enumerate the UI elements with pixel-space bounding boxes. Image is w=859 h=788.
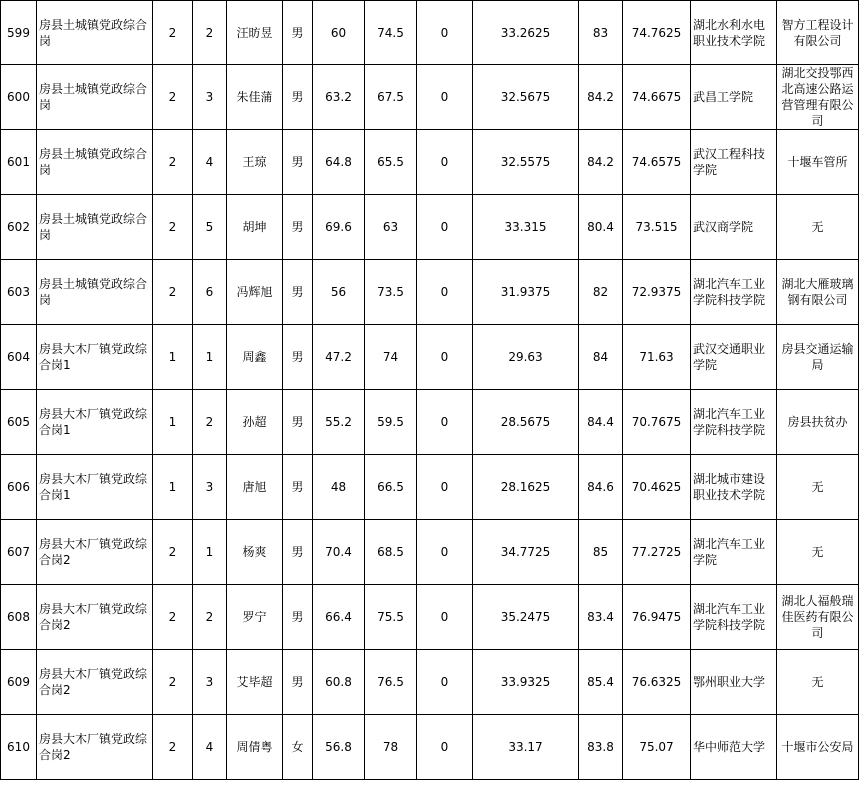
table-row (1, 1, 859, 65)
cell-interview: 84.2 (579, 65, 623, 130)
cell-rank: 4 (193, 130, 227, 195)
cell-score-b: 73.5 (365, 260, 417, 325)
cell-name: 孙超 (227, 390, 283, 455)
cell-interview: 83 (579, 1, 623, 65)
cell-written: 33.315 (473, 195, 579, 260)
cell-score-a: 63.2 (313, 65, 365, 130)
cell-total: 70.7675 (623, 390, 691, 455)
cell-school: 鄂州职业大学 (691, 650, 777, 715)
cell-interview: 83.8 (579, 715, 623, 780)
cell-no: 602 (1, 195, 37, 260)
cell-no: 599 (1, 1, 37, 65)
cell-bonus: 0 (417, 65, 473, 130)
cell-gender: 男 (283, 455, 313, 520)
cell-score-a: 60.8 (313, 650, 365, 715)
cell-quota: 2 (153, 130, 193, 195)
cell-school: 武汉工程科技学院 (691, 130, 777, 195)
cell-employer: 房县交通运输局 (777, 325, 859, 390)
cell-school: 湖北水利水电职业技术学院 (691, 1, 777, 65)
cell-gender: 男 (283, 260, 313, 325)
cell-gender: 男 (283, 65, 313, 130)
table-row (1, 390, 859, 455)
table-row (1, 65, 859, 130)
cell-score-b: 68.5 (365, 520, 417, 585)
cell-score-a: 66.4 (313, 585, 365, 650)
cell-name: 汪昉昱 (227, 1, 283, 65)
cell-post: 房县土城镇党政综合岗 (37, 195, 153, 260)
cell-gender: 男 (283, 130, 313, 195)
cell-written: 29.63 (473, 325, 579, 390)
cell-total: 74.7625 (623, 1, 691, 65)
cell-bonus: 0 (417, 650, 473, 715)
cell-employer: 湖北大雁玻璃钢有限公司 (777, 260, 859, 325)
cell-post: 房县土城镇党政综合岗 (37, 130, 153, 195)
cell-post: 房县土城镇党政综合岗 (37, 1, 153, 65)
cell-post: 房县大木厂镇党政综合岗2 (37, 520, 153, 585)
cell-employer: 无 (777, 455, 859, 520)
table-row (1, 130, 859, 195)
cell-score-a: 47.2 (313, 325, 365, 390)
cell-rank: 5 (193, 195, 227, 260)
cell-score-a: 60 (313, 1, 365, 65)
cell-rank: 3 (193, 650, 227, 715)
cell-interview: 84.6 (579, 455, 623, 520)
table-row (1, 325, 859, 390)
cell-gender: 男 (283, 325, 313, 390)
cell-no: 609 (1, 650, 37, 715)
cell-employer: 湖北人福般瑞佳医药有限公司 (777, 585, 859, 650)
cell-no: 600 (1, 65, 37, 130)
cell-total: 72.9375 (623, 260, 691, 325)
cell-written: 33.17 (473, 715, 579, 780)
cell-written: 33.2625 (473, 1, 579, 65)
cell-score-b: 65.5 (365, 130, 417, 195)
cell-rank: 3 (193, 65, 227, 130)
cell-total: 73.515 (623, 195, 691, 260)
cell-quota: 1 (153, 325, 193, 390)
cell-name: 周倩粤 (227, 715, 283, 780)
cell-gender: 女 (283, 715, 313, 780)
cell-total: 76.6325 (623, 650, 691, 715)
cell-no: 605 (1, 390, 37, 455)
cell-rank: 6 (193, 260, 227, 325)
cell-school: 武汉交通职业学院 (691, 325, 777, 390)
cell-written: 34.7725 (473, 520, 579, 585)
cell-no: 608 (1, 585, 37, 650)
cell-interview: 84 (579, 325, 623, 390)
cell-total: 75.07 (623, 715, 691, 780)
table-row (1, 585, 859, 650)
cell-name: 杨爽 (227, 520, 283, 585)
cell-bonus: 0 (417, 325, 473, 390)
table-row (1, 650, 859, 715)
cell-bonus: 0 (417, 390, 473, 455)
cell-rank: 2 (193, 390, 227, 455)
cell-gender: 男 (283, 390, 313, 455)
cell-total: 74.6675 (623, 65, 691, 130)
cell-bonus: 0 (417, 130, 473, 195)
cell-quota: 2 (153, 260, 193, 325)
cell-score-b: 76.5 (365, 650, 417, 715)
cell-employer: 房县扶贫办 (777, 390, 859, 455)
cell-rank: 3 (193, 455, 227, 520)
cell-bonus: 0 (417, 520, 473, 585)
cell-bonus: 0 (417, 195, 473, 260)
table-row (1, 455, 859, 520)
cell-quota: 2 (153, 520, 193, 585)
cell-school: 湖北汽车工业学院 (691, 520, 777, 585)
cell-employer: 十堰车管所 (777, 130, 859, 195)
cell-score-b: 59.5 (365, 390, 417, 455)
cell-name: 唐旭 (227, 455, 283, 520)
results-table-body (1, 1, 859, 780)
cell-score-b: 78 (365, 715, 417, 780)
cell-rank: 1 (193, 325, 227, 390)
cell-interview: 83.4 (579, 585, 623, 650)
table-row (1, 195, 859, 260)
cell-score-b: 66.5 (365, 455, 417, 520)
table-row (1, 520, 859, 585)
cell-no: 601 (1, 130, 37, 195)
cell-gender: 男 (283, 195, 313, 260)
cell-score-a: 56 (313, 260, 365, 325)
cell-bonus: 0 (417, 455, 473, 520)
cell-score-a: 69.6 (313, 195, 365, 260)
cell-rank: 2 (193, 585, 227, 650)
cell-score-a: 48 (313, 455, 365, 520)
cell-quota: 1 (153, 455, 193, 520)
cell-quota: 2 (153, 585, 193, 650)
cell-written: 28.1625 (473, 455, 579, 520)
cell-rank: 2 (193, 1, 227, 65)
cell-name: 艾毕超 (227, 650, 283, 715)
cell-employer: 十堰市公安局 (777, 715, 859, 780)
cell-school: 武汉商学院 (691, 195, 777, 260)
cell-employer: 无 (777, 520, 859, 585)
cell-quota: 2 (153, 65, 193, 130)
cell-written: 32.5575 (473, 130, 579, 195)
cell-gender: 男 (283, 520, 313, 585)
cell-school: 武昌工学院 (691, 65, 777, 130)
cell-written: 28.5675 (473, 390, 579, 455)
cell-interview: 82 (579, 260, 623, 325)
cell-interview: 85.4 (579, 650, 623, 715)
cell-rank: 4 (193, 715, 227, 780)
cell-bonus: 0 (417, 585, 473, 650)
cell-post: 房县大木厂镇党政综合岗2 (37, 585, 153, 650)
cell-school: 湖北汽车工业学院科技学院 (691, 585, 777, 650)
cell-total: 76.9475 (623, 585, 691, 650)
cell-name: 冯辉旭 (227, 260, 283, 325)
cell-score-a: 55.2 (313, 390, 365, 455)
cell-score-b: 67.5 (365, 65, 417, 130)
cell-name: 罗宁 (227, 585, 283, 650)
cell-total: 77.2725 (623, 520, 691, 585)
cell-interview: 84.2 (579, 130, 623, 195)
cell-post: 房县大木厂镇党政综合岗2 (37, 715, 153, 780)
cell-name: 胡坤 (227, 195, 283, 260)
cell-written: 32.5675 (473, 65, 579, 130)
cell-written: 33.9325 (473, 650, 579, 715)
cell-score-b: 74.5 (365, 1, 417, 65)
cell-school: 湖北汽车工业学院科技学院 (691, 260, 777, 325)
cell-score-a: 56.8 (313, 715, 365, 780)
cell-post: 房县大木厂镇党政综合岗1 (37, 390, 153, 455)
cell-score-a: 64.8 (313, 130, 365, 195)
cell-employer: 无 (777, 195, 859, 260)
cell-bonus: 0 (417, 260, 473, 325)
cell-no: 610 (1, 715, 37, 780)
cell-no: 603 (1, 260, 37, 325)
cell-employer: 智方工程设计有限公司 (777, 1, 859, 65)
cell-quota: 1 (153, 390, 193, 455)
cell-score-a: 70.4 (313, 520, 365, 585)
cell-employer: 无 (777, 650, 859, 715)
cell-no: 604 (1, 325, 37, 390)
cell-rank: 1 (193, 520, 227, 585)
cell-school: 湖北城市建设职业技术学院 (691, 455, 777, 520)
cell-written: 31.9375 (473, 260, 579, 325)
cell-quota: 2 (153, 195, 193, 260)
cell-score-b: 75.5 (365, 585, 417, 650)
cell-total: 71.63 (623, 325, 691, 390)
cell-written: 35.2475 (473, 585, 579, 650)
cell-post: 房县大木厂镇党政综合岗1 (37, 325, 153, 390)
cell-no: 607 (1, 520, 37, 585)
table-row (1, 260, 859, 325)
cell-score-b: 63 (365, 195, 417, 260)
cell-name: 王琼 (227, 130, 283, 195)
cell-bonus: 0 (417, 1, 473, 65)
cell-name: 周鑫 (227, 325, 283, 390)
cell-interview: 84.4 (579, 390, 623, 455)
cell-school: 华中师范大学 (691, 715, 777, 780)
cell-post: 房县大木厂镇党政综合岗1 (37, 455, 153, 520)
cell-school: 湖北汽车工业学院科技学院 (691, 390, 777, 455)
cell-quota: 2 (153, 650, 193, 715)
cell-no: 606 (1, 455, 37, 520)
cell-score-b: 74 (365, 325, 417, 390)
cell-total: 70.4625 (623, 455, 691, 520)
cell-post: 房县大木厂镇党政综合岗2 (37, 650, 153, 715)
cell-gender: 男 (283, 650, 313, 715)
cell-name: 朱佳蒲 (227, 65, 283, 130)
cell-interview: 85 (579, 520, 623, 585)
cell-gender: 男 (283, 1, 313, 65)
cell-quota: 2 (153, 715, 193, 780)
cell-post: 房县土城镇党政综合岗 (37, 260, 153, 325)
cell-interview: 80.4 (579, 195, 623, 260)
table-row (1, 715, 859, 780)
cell-total: 74.6575 (623, 130, 691, 195)
cell-quota: 2 (153, 1, 193, 65)
cell-gender: 男 (283, 585, 313, 650)
cell-bonus: 0 (417, 715, 473, 780)
cell-post: 房县土城镇党政综合岗 (37, 65, 153, 130)
cell-employer: 湖北交投鄂西北高速公路运营管理有限公司 (777, 65, 859, 130)
